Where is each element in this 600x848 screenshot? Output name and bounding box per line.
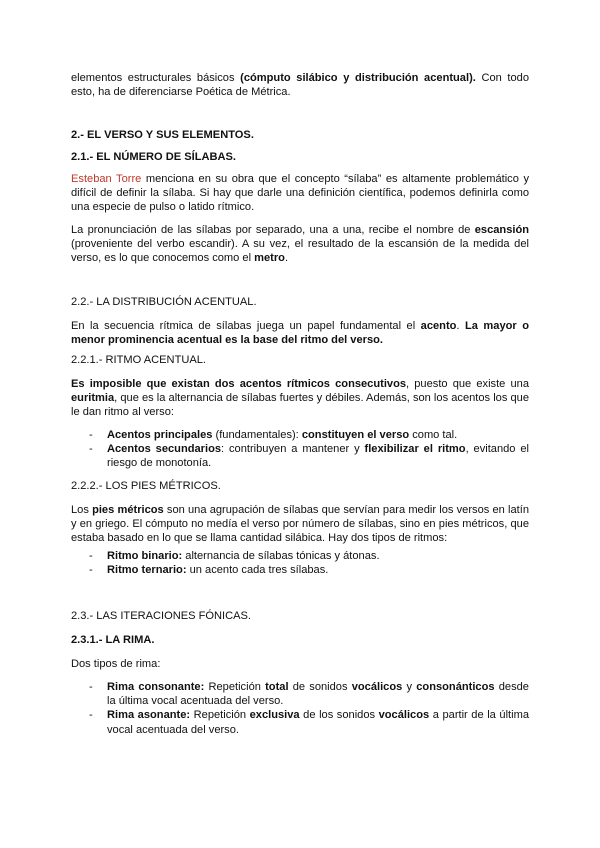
paragraph-text: Los xyxy=(71,504,93,516)
item-term: exclusiva xyxy=(249,709,300,722)
item-term: consonánticos xyxy=(416,681,495,693)
intro-bold: (cómputo silábico y distribución acentual). xyxy=(240,72,476,84)
list-item xyxy=(71,442,529,470)
term-metro: metro xyxy=(254,252,285,265)
bullet: - xyxy=(89,709,93,722)
term-escansion: escansión xyxy=(474,224,529,236)
section-2-1-paragraph-1 xyxy=(71,172,529,215)
item-text: de sonidos xyxy=(288,681,352,693)
item-term: vocálicos xyxy=(351,681,403,693)
item-term: Acentos secundarios xyxy=(107,443,222,456)
paragraph-text: En la secuencia rítmica de sílabas juega un papel fundamental el xyxy=(71,320,421,332)
item-text: Repetición xyxy=(190,709,250,722)
item-term: flexibilizar el ritmo xyxy=(364,443,466,456)
rhyme-list xyxy=(71,680,529,737)
item-text: un acento cada tres sílabas. xyxy=(186,564,329,577)
item-term: Ritmo ternario: xyxy=(107,564,187,577)
list-item xyxy=(71,680,529,708)
paragraph-text: La pronunciación de las sílabas por separado, una a una, recibe el nombre de xyxy=(71,224,475,236)
item-term: Ritmo binario: xyxy=(107,550,183,562)
paragraph-text: , puesto que existe una xyxy=(406,378,529,390)
section-2-2-2-paragraph xyxy=(71,503,529,546)
paragraph-text: , que es la alternancia de sílabas fuertes y débiles. Además, son los acentos los que le dan ritmo al verso: xyxy=(71,392,529,419)
item-term: Rima asonante: xyxy=(107,709,191,722)
section-2-2-paragraph xyxy=(71,319,529,347)
paragraph-text: . xyxy=(456,320,465,332)
item-text: , evitando el riesgo de monotonía. xyxy=(107,443,530,470)
list-item xyxy=(71,708,529,736)
section-2-2-2-title: 2.2.2.- LOS PIES MÉTRICOS. xyxy=(71,480,221,492)
paragraph-text: (proveniente del verbo escandir). A su vez, el resultado de la escansión de la medida del verso, es lo que conocemos como el xyxy=(71,238,529,265)
item-text: Repetición xyxy=(204,681,266,693)
item-text: como tal. xyxy=(409,429,458,441)
item-term: Acentos principales xyxy=(107,429,213,441)
rhythm-list xyxy=(71,549,529,577)
paragraph-text: . xyxy=(284,252,289,265)
paragraph-text: son una agrupación de sílabas que servían para medir los versos en latín y en griego. El cómputo no medía el verso por número de sílabas, sino en pies métricos, que estaba basado en lo que se llama cantidad silábica. Hay dos tipos de ritmos: xyxy=(71,504,529,545)
list-item xyxy=(71,428,529,442)
item-text: (fundamentales): xyxy=(212,429,302,441)
bullet: - xyxy=(89,443,93,456)
intro-paragraph xyxy=(71,71,529,99)
bold-statement: Es imposible que existan dos acentos rítmicos consecutivos xyxy=(71,378,407,390)
section-2-3-1-title: 2.3.1.- LA RIMA. xyxy=(71,634,155,646)
section-2-3-title: 2.3.- LAS ITERACIONES FÓNICAS. xyxy=(71,610,252,622)
item-text: : contribuyen a mantener y xyxy=(221,443,365,456)
term-pies-metricos: pies métricos xyxy=(92,504,164,516)
section-2-2-1-title: 2.2.1.- RITMO ACENTUAL. xyxy=(71,354,207,366)
author-name: Esteban Torre xyxy=(71,173,142,185)
item-text: de los sonidos xyxy=(299,709,379,722)
item-text: desde la última vocal acentuada del verso. xyxy=(107,681,529,708)
bullet: - xyxy=(89,550,93,562)
section-2-1-title: 2.1.- EL NÚMERO DE SÍLABAS. xyxy=(71,151,236,163)
bold-statement: La mayor o menor prominencia acentual es la base del ritmo del verso. xyxy=(71,320,530,347)
item-text: alternancia de sílabas tónicas y átonas. xyxy=(182,550,380,562)
section-2-2-title: 2.2.- LA DISTRIBUCIÓN ACENTUAL. xyxy=(71,296,257,308)
bullet: - xyxy=(89,564,93,577)
list-item xyxy=(71,549,529,563)
bullet: - xyxy=(89,681,93,693)
term-euritmia: euritmia xyxy=(71,392,115,405)
section-2-title: 2.- EL VERSO Y SUS ELEMENTOS. xyxy=(71,129,254,141)
accent-list xyxy=(71,428,529,471)
item-term: vocálicos xyxy=(378,709,430,722)
paragraph-text: menciona en su obra que el concepto “sílaba” es altamente problemático y difícil de definir la sílaba. Si hay que darle una definición científica, podemos definirla como una especie de pulso o latido rítmico. xyxy=(71,173,529,214)
item-term: Rima consonante: xyxy=(107,681,205,693)
intro-text: elementos estructurales básicos xyxy=(71,72,241,84)
item-term: total xyxy=(265,681,289,693)
item-text: y xyxy=(402,681,417,693)
section-2-3-1-intro: Dos tipos de rima: xyxy=(71,658,161,670)
section-2-1-paragraph-2 xyxy=(71,223,529,266)
item-term: constituyen el verso xyxy=(301,429,410,441)
bullet: - xyxy=(89,429,93,441)
intro-text-end: Con todo esto, ha de diferenciarse Poética de Métrica. xyxy=(71,72,529,99)
section-2-2-1-paragraph xyxy=(71,377,529,420)
list-item xyxy=(71,563,529,577)
term-acento: acento xyxy=(420,320,457,332)
item-text: a partir de la última vocal acentuada del verso. xyxy=(107,709,529,736)
